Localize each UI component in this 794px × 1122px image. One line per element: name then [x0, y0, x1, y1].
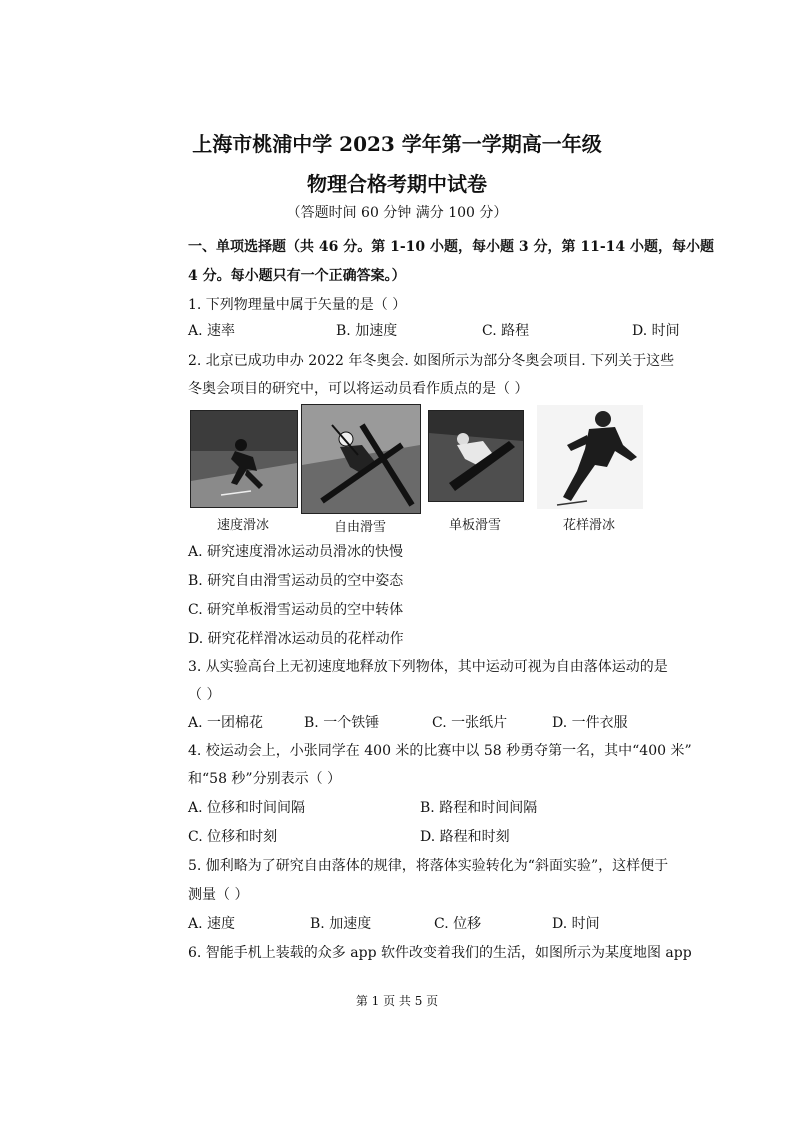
- q5-option-b: B. 加速度: [310, 916, 372, 932]
- q4-option-a: A. 位移和时间间隔: [188, 800, 306, 816]
- q1-option-b: B. 加速度: [336, 323, 398, 339]
- caption-figure-skating: 花样滑冰: [562, 518, 615, 533]
- q5-option-c: C. 位移: [434, 916, 482, 932]
- q3-option-d: D. 一件衣服: [552, 715, 628, 731]
- speed-skating-photo: [190, 410, 298, 508]
- q1-option-d: D. 时间: [632, 323, 680, 339]
- q3-option-c: C. 一张纸片: [432, 715, 508, 731]
- question-4-stem-line2: 和“58 秒”分别表示（ ）: [188, 771, 342, 787]
- question-5-stem-line1: 5. 伽利略为了研究自由落体的规律，将落体实验转化为“斜面实验”，这样便于: [188, 858, 669, 874]
- section-heading-line1: 一、单项选择题（共 46 分。第 1-10 小题，每小题 3 分，第 11-14 小题，每小题: [188, 239, 715, 255]
- page-number-footer: 第 1 页 共 5 页: [355, 994, 439, 1008]
- caption-snowboarding: 单板滑雪: [448, 518, 501, 533]
- question-2-stem-line1: 2. 北京已成功申办 2022 年冬奥会. 如图所示为部分冬奥会项目. 下列关于这些: [188, 353, 675, 369]
- q2-option-a: A. 研究速度滑冰运动员滑冰的快慢: [188, 544, 404, 560]
- q5-option-a: A. 速度: [188, 916, 236, 932]
- q1-option-c: C. 路程: [482, 323, 530, 339]
- caption-speed-skating: 速度滑冰: [216, 518, 269, 533]
- freestyle-skiing-photo: [301, 404, 421, 514]
- q1-option-a: A. 速率: [188, 323, 236, 339]
- q4-option-d: D. 路程和时刻: [420, 829, 510, 845]
- question-3-stem-line2: （ ）: [188, 687, 221, 703]
- question-6-stem-line1: 6. 智能手机上装载的众多 app 软件改变着我们的生活，如图所示为某度地图 app: [188, 945, 692, 961]
- figure-skating-photo: [536, 404, 644, 510]
- q2-option-b: B. 研究自由滑雪运动员的空中姿态: [188, 573, 404, 589]
- question-3-stem-line1: 3. 从实验高台上无初速度地释放下列物体，其中运动可视为自由落体运动的是: [188, 659, 668, 675]
- q3-option-a: A. 一团棉花: [188, 715, 264, 731]
- q2-option-c: C. 研究单板滑雪运动员的空中转体: [188, 602, 404, 618]
- q4-option-c: C. 位移和时刻: [188, 829, 278, 845]
- q4-option-b: B. 路程和时间间隔: [420, 800, 538, 816]
- question-2-stem-line2: 冬奥会项目的研究中，可以将运动员看作质点的是（ ）: [188, 381, 529, 397]
- q2-option-d: D. 研究花样滑冰运动员的花样动作: [188, 631, 404, 647]
- exam-title-line1: 上海市桃浦中学 2023 学年第一学期高一年级: [192, 132, 602, 156]
- snowboarding-photo: [428, 410, 524, 502]
- q5-option-d: D. 时间: [552, 916, 600, 932]
- question-1-stem: 1. 下列物理量中属于矢量的是（ ）: [188, 297, 407, 313]
- caption-freestyle-skiing: 自由滑雪: [333, 520, 386, 535]
- question-4-stem-line1: 4. 校运动会上，小张同学在 400 米的比赛中以 58 秒勇夺第一名，其中“400 米”: [188, 743, 692, 759]
- q3-option-b: B. 一个铁锤: [304, 715, 380, 731]
- exam-time-score: （答题时间 60 分钟 满分 100 分）: [286, 205, 508, 221]
- section-heading-line2: 4 分。每小题只有一个正确答案。）: [188, 268, 406, 284]
- question-5-stem-line2: 测量（ ）: [188, 887, 249, 903]
- exam-title-line2: 物理合格考期中试卷: [307, 172, 487, 196]
